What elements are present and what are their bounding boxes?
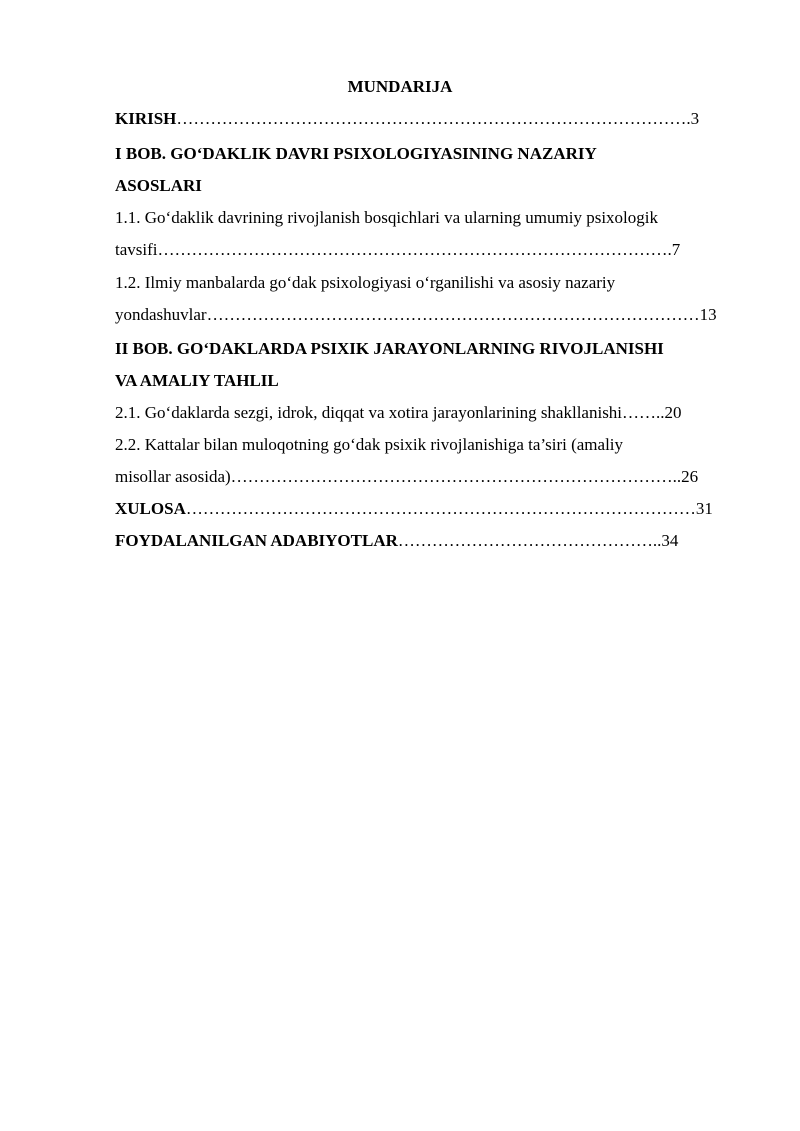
toc-page-number: 13 <box>699 305 717 324</box>
toc-entry-label: tavsifi <box>115 240 158 259</box>
toc-entry-label: 2.1. Go‘daklarda sezgi, idrok, diqqat va xotira jarayonlarining shakllanishi <box>115 403 623 422</box>
toc-chapter-1-heading-cont: ASOSLARI <box>115 176 202 195</box>
toc-leader-dots: ………………………………………………………………………………. <box>176 109 691 128</box>
toc-entry-label: yondashuvlar <box>115 305 207 324</box>
toc-section-1-1-cont <box>115 239 742 261</box>
toc-page-number: 7 <box>671 240 681 259</box>
toc-chapter-2-heading-cont: VA AMALIY TAHLIL <box>115 371 279 390</box>
toc-leader-dots: …………………………………………………………………………… <box>206 305 700 324</box>
toc-leader-dots: ………………………………………………………………………………. <box>157 240 672 259</box>
toc-page-number: 20 <box>664 403 682 422</box>
toc-title: MUNDARIJA <box>347 77 453 96</box>
toc-leader-dots: ……………………………………………………………………………… <box>185 499 696 518</box>
toc-entry-label: misollar asosida) <box>115 467 231 486</box>
toc-page-number: 3 <box>690 109 700 128</box>
toc-entry-label: XULOSA <box>115 499 186 518</box>
toc-entry-kirish <box>115 108 742 130</box>
toc-page-number: 31 <box>695 499 713 518</box>
toc-section-2-1 <box>115 402 742 424</box>
toc-page-number: 26 <box>681 467 699 486</box>
toc-section-1-1: 1.1. Go‘daklik davrining rivojlanish bosqichlari va ularning umumiy psixologik <box>115 208 658 227</box>
toc-entry-adabiyotlar <box>115 530 742 552</box>
toc-section-2-2-cont <box>115 466 742 488</box>
toc-chapter-2-heading: II BOB. GO‘DAKLARDA PSIXIK JARAYONLARNING RIVOJLANISHI <box>115 339 664 358</box>
toc-entry-label: FOYDALANILGAN ADABIYOTLAR <box>115 531 398 550</box>
toc-leader-dots: …………………………………………………………………….. <box>230 467 682 486</box>
toc-entry-xulosa <box>115 498 742 520</box>
toc-section-2-2: 2.2. Kattalar bilan muloqotning go‘dak psixik rivojlanishiga ta’siri (amaliy <box>115 435 624 454</box>
toc-section-1-2-cont <box>115 304 742 326</box>
toc-chapter-1-heading: I BOB. GO‘DAKLIK DAVRI PSIXOLOGIYASINING NAZARIY <box>115 144 597 163</box>
toc-section-1-2: 1.2. Ilmiy manbalarda go‘dak psixologiyasi o‘rganilishi va asosiy nazariy <box>115 273 616 292</box>
toc-leader-dots: ……………………………………….. <box>397 531 662 550</box>
toc-page-number: 34 <box>661 531 679 550</box>
toc-entry-label: KIRISH <box>115 109 177 128</box>
toc-leader-dots: …….. <box>622 403 665 422</box>
